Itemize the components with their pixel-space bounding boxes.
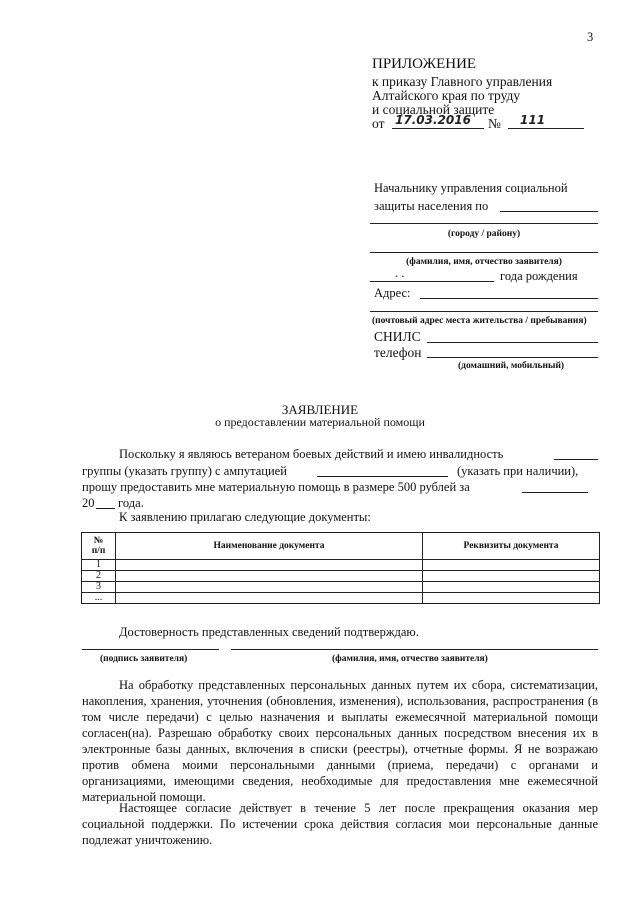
table-row	[82, 582, 600, 593]
document-details-cell[interactable]	[423, 571, 600, 582]
signature-field-line	[82, 649, 219, 650]
snils-field-line	[427, 342, 598, 343]
fio-signature-field-line	[231, 649, 598, 650]
statement-line-4b: года.	[118, 496, 144, 510]
appendix-title: ПРИЛОЖЕНИЕ	[372, 56, 477, 72]
district-field-line	[500, 211, 598, 212]
header-document-details: Реквизиты документа	[423, 533, 600, 560]
number-underline	[508, 128, 584, 129]
table-row	[82, 593, 600, 604]
table-row	[82, 560, 600, 571]
page-number: 3	[587, 30, 594, 44]
date-underline	[392, 128, 484, 129]
row-number: 2	[82, 571, 116, 582]
statement-line-1: Поскольку я являюсь ветераном боевых действий и имею инвалидность	[119, 447, 504, 461]
statement-line-2b: (указать при наличии),	[457, 464, 579, 478]
appendix-line-3: и социальной защите	[372, 102, 495, 117]
phone-hint: (домашний, мобильный)	[458, 361, 565, 371]
table-header-row	[82, 533, 600, 560]
document-name-cell[interactable]	[116, 582, 423, 593]
phone-field-line	[427, 357, 598, 358]
consent-paragraph-2: Настоящее согласие действует в течение 5 лет после прекращения оказания мер социальной поддержки. По истечении срока действия согласия мои персональные данные подлежат уничтожению.	[82, 801, 598, 847]
appendix-line-1: к приказу Главного управления	[372, 74, 553, 89]
header-document-name: Наименование документа	[116, 533, 423, 560]
consent-paragraph-1: На обработку представленных персональных данных путем их сбора, систематизации, накопления, хранения, уточнения (обновления, изменения), использования, распространения (в том числе передачи) с целью назначения и выплаты ежемесячной материальной помощи согласен(на). Разрешаю обработку своих персональных данных посредством внесения их в электронные базы данных, включения в списки (реестры), отчетные формы. Я не возражаю против обмена моими персональными данными (приема, передачи) с органами и организациями, имеющими сведения, необходимые для предоставления мне ежемесячной материальной помощи.	[82, 678, 598, 804]
handwritten-date: 17.03.2016	[395, 113, 471, 127]
document-name-cell[interactable]	[116, 560, 423, 571]
row-number: 3	[82, 582, 116, 593]
signature-hint: (подпись заявителя)	[100, 654, 188, 664]
statement-title: ЗАЯВЛЕНИЕ	[281, 402, 359, 417]
statement-line-3: прошу предоставить мне материальную помощь в размере 500 рублей за	[82, 480, 470, 494]
row-number: ...	[82, 593, 116, 604]
fio-field-line	[370, 252, 598, 253]
statement-line-2a: группы (указать группу) с ампутацией	[82, 464, 287, 478]
appendix-number-label: №	[488, 116, 501, 131]
year-field	[96, 508, 115, 509]
birth-date-dots: . .	[395, 266, 405, 280]
document-name-cell[interactable]	[116, 593, 423, 604]
addressee-line-2: защиты населения по	[374, 199, 489, 213]
header-number: № п/п	[82, 533, 116, 560]
statement-subtitle: о предоставлении материальной помощи	[215, 415, 425, 429]
disability-group-field	[554, 459, 598, 460]
fio-signature-hint: (фамилия, имя, отчество заявителя)	[332, 654, 488, 664]
table-row	[82, 571, 600, 582]
phone-label: телефон	[374, 345, 422, 360]
address-hint: (почтовый адрес места жительства / пребывания)	[372, 316, 587, 326]
documents-table	[81, 532, 600, 604]
city-district-hint: (городу / району)	[447, 229, 521, 239]
handwritten-number: 111	[520, 113, 546, 127]
appendix-from-label: от	[372, 116, 385, 131]
document-details-cell[interactable]	[423, 560, 600, 571]
document-details-cell[interactable]	[423, 582, 600, 593]
document-name-cell[interactable]	[116, 571, 423, 582]
birth-year-label: года рождения	[500, 269, 578, 283]
appendix-line-2: Алтайского края по труду	[372, 88, 521, 103]
statement-line-4a: 20	[82, 496, 95, 510]
document-details-cell[interactable]	[423, 593, 600, 604]
period-field	[522, 492, 588, 493]
confirmation-text: Достоверность представленных сведений подтверждаю.	[119, 625, 419, 639]
district-field-line-2	[370, 223, 598, 224]
address-field-line-2	[370, 311, 598, 312]
snils-label: СНИЛС	[374, 329, 421, 344]
addressee-line-1: Начальнику управления социальной	[374, 181, 568, 195]
birth-date-field-line	[370, 281, 494, 282]
amputation-field	[317, 476, 448, 477]
address-label: Адрес:	[374, 286, 411, 300]
documents-intro: К заявлению прилагаю следующие документы:	[119, 510, 371, 524]
address-field-line	[420, 298, 598, 299]
fio-hint: (фамилия, имя, отчество заявителя)	[406, 257, 562, 267]
row-number: 1	[82, 560, 116, 571]
